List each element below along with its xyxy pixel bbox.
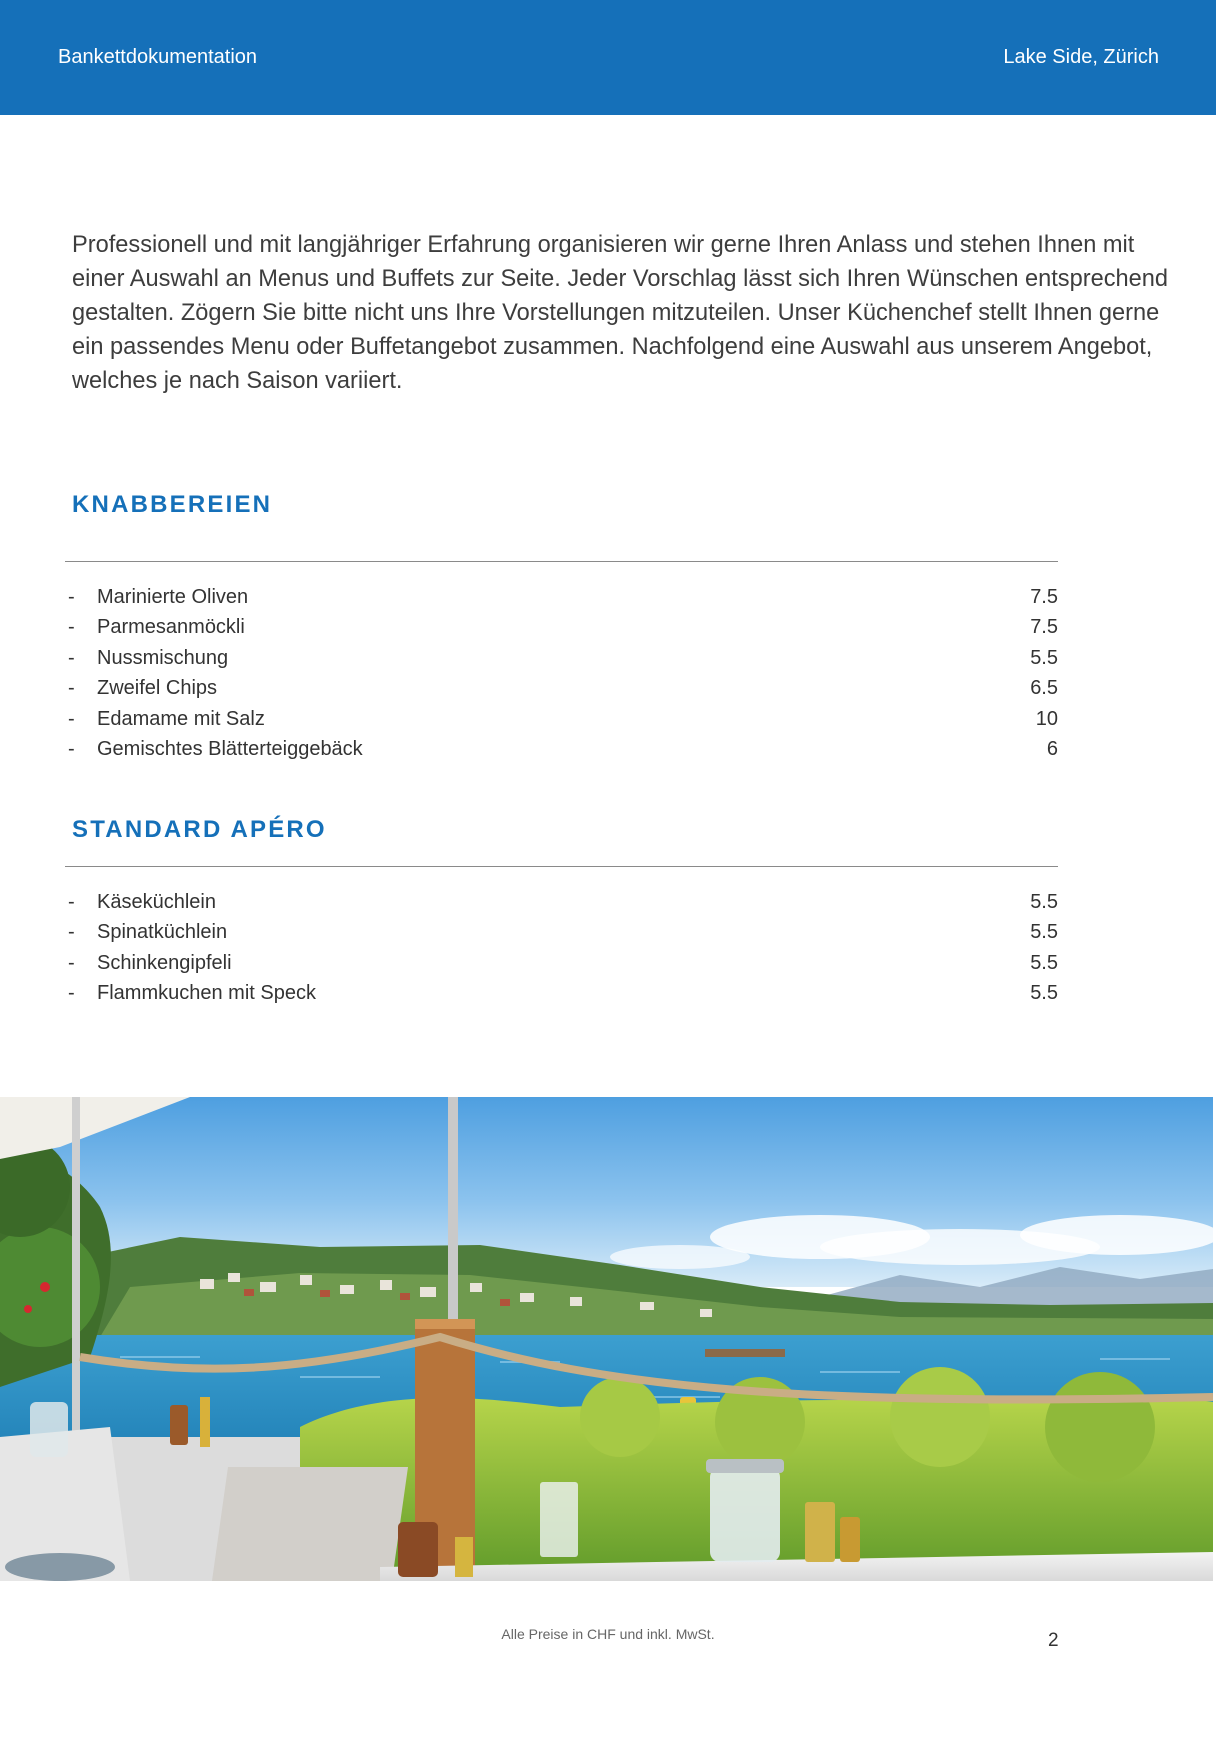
menu-list-standard-apero [65, 891, 1058, 1013]
menu-item-price: 5.5 [1030, 921, 1058, 944]
menu-item [65, 647, 1058, 677]
page-header [0, 0, 1216, 115]
list-bullet: - [68, 891, 75, 913]
menu-item-name: Zweifel Chips [97, 677, 218, 700]
menu-item-price: 7.5 [1030, 586, 1058, 608]
list-bullet: - [68, 982, 75, 1005]
menu-item [65, 982, 1058, 1012]
header-document-title: Bankettdokumentation [58, 46, 258, 68]
list-bullet: - [68, 646, 75, 669]
menu-item [65, 921, 1058, 951]
menu-item-price: 7.5 [1030, 616, 1058, 639]
menu-item-name: Spinatküchlein [97, 921, 228, 944]
menu-item-price: 6 [1046, 737, 1058, 760]
menu-item-name: Käseküchlein [97, 891, 216, 913]
list-bullet: - [68, 707, 75, 730]
list-bullet: - [68, 677, 75, 700]
menu-item [65, 708, 1058, 738]
list-bullet: - [68, 616, 75, 639]
menu-item-price: 5.5 [1030, 951, 1058, 974]
menu-item [65, 616, 1058, 646]
menu-item [65, 738, 1058, 768]
list-bullet: - [68, 586, 75, 608]
menu-item-price: 10 [1035, 707, 1058, 730]
menu-item-name: Parmesanmöckli [97, 616, 245, 639]
section-title-standard-apero: STANDARD APÉRO [72, 816, 327, 843]
menu-item-price: 5.5 [1030, 891, 1058, 913]
list-bullet: - [68, 737, 75, 760]
section-title-knabbereien: KNABBEREIEN [72, 491, 273, 518]
list-bullet: - [68, 921, 75, 944]
footer-note: Alle Preise in CHF und inkl. MwSt. [501, 1626, 715, 1642]
menu-item-name: Edamame mit Salz [97, 707, 265, 730]
header-location: Lake Side, Zürich [1003, 46, 1159, 68]
menu-item [65, 891, 1058, 921]
intro-paragraph: Professionell und mit langjähriger Erfahrung organisieren wir gerne Ihren Anlass und stehen Ihnen mit einer Auswahl an Menus und Buffets zur Seite. Jeder Vorschlag lässt sich Ihren Wünschen entsprechend gestalten. Zögern Sie bitte nicht uns Ihre Vorstellungen mitzuteilen. Unser Küchenchef stellt Ihnen gerne ein passendes Menu oder Buffetangebot zusammen. Nachfolgend eine Auswahl aus unserem Angebot, welches je nach Saison variiert. [72, 232, 1168, 394]
section-divider [65, 866, 1058, 867]
menu-item-price: 6.5 [1030, 677, 1058, 700]
menu-item-name: Schinkengipfeli [97, 951, 232, 974]
page-number: 2 [1048, 1630, 1059, 1651]
menu-item [65, 677, 1058, 707]
menu-item-name: Nussmischung [97, 646, 229, 669]
section-divider [65, 561, 1058, 562]
menu-item-name: Gemischtes Blätterteiggebäck [97, 737, 363, 760]
menu-item [65, 586, 1058, 616]
menu-item [65, 952, 1058, 982]
menu-item-name: Flammkuchen mit Speck [97, 982, 316, 1005]
list-bullet: - [68, 951, 75, 974]
menu-item-price: 5.5 [1030, 646, 1058, 669]
lake-terrace-photo [0, 1097, 1213, 1581]
menu-item-name: Marinierte Oliven [97, 586, 249, 608]
menu-list-knabbereien [65, 586, 1058, 768]
menu-item-price: 5.5 [1030, 982, 1058, 1005]
